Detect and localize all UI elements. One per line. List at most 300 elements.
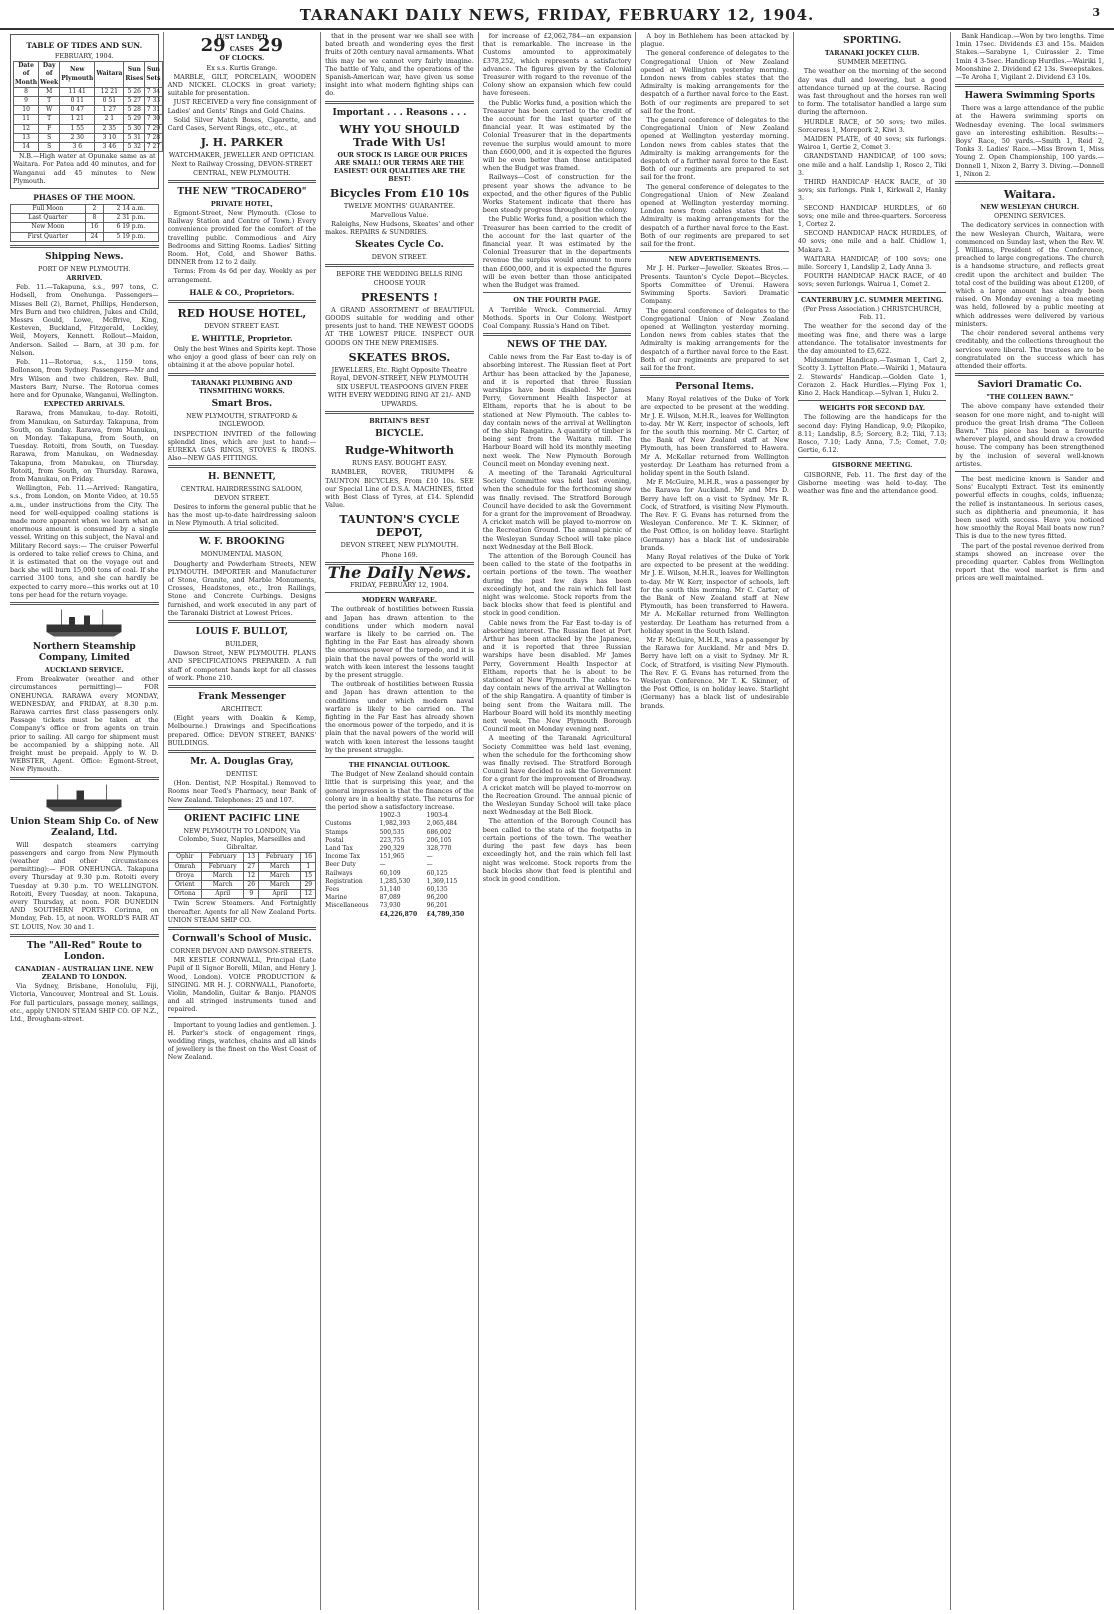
personal-text-2: Mr F. McGuire, M.H.R., was a passenger by the Rarawa for Auckland. Mr and Mrs D. Berry have left on a visit to Sydney. Mr R. Cock, of Stratford, is visiting New Plymouth. The Rev. F. G. Evans has returned from the Wesleyan Conference. Mr T. K. Skinner, of the Post Office, is on holiday leave. Starlight (Germany) has a black list of undesirable brands.	[640, 478, 789, 552]
waitara-text-2: The choir rendered several anthems very creditably, and the collections throughout the services were liberal. The trustees are to be congratulated on the success which has attended their efforts.	[955, 329, 1105, 370]
financial-row	[325, 886, 474, 894]
col7-cont-text: Bank Handicap.—Won by two lengths. Time 1min 17sec. Dividends £3 and 15s. Maiden Stakes.—Sarabyne 1, Cuirassier 2. Time 1min 4 3-5sec. Handicap Hurdles.—Wairiki 1, Moonshine 2. Dividend £2 13s. Sweepstakes.—Te Aroha 1, Vigilant 2. Dividend £3 10s.	[955, 32, 1105, 82]
financial-cell: —	[426, 853, 433, 861]
taunton-heading: TAUNTON'S CYCLE DEPOT,	[339, 513, 460, 540]
bethlehem-text-4: The general conference of delegates to the Congregational Union of New Zealand opened at Wellington yesterday morning. London news from cables states that the Admiralty is making arrangements for the despatch of a further naval force to the East. Both of our regiments are prepared to set sail for the front.	[640, 182, 789, 249]
tides-row	[14, 97, 163, 106]
bennett-name: H. BENNETT,	[207, 472, 276, 483]
financial-cell: Railways	[325, 869, 353, 877]
brooking-name: W. F. BROOKING	[199, 537, 285, 548]
messenger-sub: ARCHITECT.	[221, 704, 263, 713]
personal-text-4: Mr F. McGuire, M.H.R., was a passenger by the Rarawa for Auckland. Mr and Mrs D. Berry have left on a visit to Sydney. Mr R. Cock, of Stratford, is visiting New Plymouth. The Rev. F. G. Evans has returned from the Wesleyan Conference. Mr T. K. Skinner, of the Post Office, is on holiday leave. Starlight (Germany) has a black list of undesirable brands.	[640, 636, 789, 710]
financial-cell: Postal	[325, 836, 344, 844]
bethlehem-text-3: The general conference of delegates to the Congregational Union of New Zealand opened at Wellington yesterday morning. London news from cables states that the Admiralty is making arrangements for the despatch of a further naval force to the East. Both of our regiments are prepared to set sail for the front.	[640, 116, 789, 182]
fin-year-1: 1902-3	[379, 812, 401, 820]
bicycles-text: Raleighs, New Hudsons, Skeates' and other makes. REPAIRS & SUNDRIES.	[325, 219, 474, 237]
moon-row	[11, 232, 159, 241]
steamship-icon-2	[24, 783, 144, 813]
orient-cell: Orient	[168, 881, 201, 890]
col4-article-text: the Public Works fund, a position which the Treasurer has been carried to the credit of the account for the last quarter of the financial year. It was estimated by the Colonial Treasurer that in the departments revenue the surplus would amount to more than £600,000, and it is expected the figures will be even better than those anticipated when the Budget was framed.	[482, 98, 632, 173]
silver-text: Solid Silver Match Boxes, Cigarette, and Card Cases, Servent Rings, etc., etc., at	[167, 115, 317, 133]
moon-cell: 5 19 p.m.	[104, 232, 158, 241]
jockey-club-title: TARANAKI JOCKEY CLUB.	[824, 49, 920, 57]
fourth-page-items: A Terrible Wreck. Commercial. Army Methods. Sports in Our Colony. Westport Coal Company. Russia's Hand on Tibet.	[482, 305, 632, 330]
financial-row	[325, 861, 474, 869]
cornwall-title: Cornwall's School of Music.	[172, 934, 312, 945]
tides-cell: 5 30	[124, 124, 145, 133]
column-2	[164, 32, 322, 1610]
gisborne-text: GISBORNE, Feb. 11. The first day of the Gisborne meeting was held to-day. The weather was fine and the attendance good.	[797, 470, 947, 495]
northern-sub: AUCKLAND SERVICE.	[44, 665, 124, 674]
col4-loan-text: Railways—Cost of construction for the present year shows the advance to be expected, and the other figures of the Public Works Statement indicate that there has been steady progress throughout the colony.	[482, 173, 632, 215]
fin-year-2: 1903-4	[426, 812, 448, 820]
tides-cell: 3 6	[60, 143, 95, 152]
orient-cell: March	[259, 881, 301, 890]
bicycle-label: BICYCLE.	[375, 429, 424, 440]
financial-cell: 60,109	[379, 869, 401, 877]
taunton-phone: Phone 169.	[381, 550, 418, 559]
orient-cell: February	[202, 862, 244, 871]
skeates-bros: SKEATES BROS.	[348, 350, 451, 364]
financial-cell: 686,002	[426, 828, 452, 836]
news-text-2: A meeting of the Taranaki Agricultural Society Committee was held last evening, when the schedule for the forthcoming show was finally revised. The Stratford Borough Council have decided to ask the Government for a grant for the improvement of Broadway. A cricket match will be played to-morrow on the Recreation Ground. The annual picnic of the Wesleyan Sunday School will take place next Wednesday at the Bell Block.	[482, 468, 632, 551]
orient-cell: March	[259, 871, 301, 880]
bethlehem-text-5: The general conference of delegates to the Congregational Union of New Zealand opened at Wellington yesterday morning. London news from cables states that the Admiralty is making arrangements for the despatch of a further naval force to the East. Both of our regiments are prepared to set sail for the front.	[640, 306, 789, 372]
race-result: MAIDEN PLATE, of 40 sovs; six furlongs. Wairoa 1, Gertie 2, Comet 3.	[797, 135, 947, 152]
tides-cell: 8	[14, 87, 39, 96]
whittle-name: E. WHITTLE, Proprietor.	[191, 334, 293, 344]
britains-best: BRITAIN'S BEST	[369, 416, 430, 425]
tides-cell: M	[39, 87, 60, 96]
waitara-sub: NEW WESLEYAN CHURCH.	[980, 203, 1080, 212]
orient-table	[168, 852, 317, 899]
of-clocks: OF CLOCKS.	[219, 54, 265, 63]
tides-cell: 7 30	[146, 115, 161, 123]
bethlehem-text-2: The general conference of delegates to the Congregational Union of New Zealand opened at Wellington yesterday morning. London news from cables states that the Admiralty is making arrangements for the despatch of a further naval force to the East. Both of our regiments are prepared to set sail for the front.	[640, 49, 789, 115]
moon-cell: 6 19 p.m.	[104, 223, 158, 232]
moon-row	[11, 205, 159, 214]
moon-cell: 8	[85, 214, 103, 223]
news-text-6: The attention of the Borough Council has been called to the state of the footpaths in certain portions of the town. The weather during the past few days has been exceedingly hot, and the rain which fell last night was welcome. Stock reports from the back blocks show that feed is plentiful and stock in good condition.	[482, 817, 632, 883]
financial-cell: Land Tax	[325, 845, 353, 853]
financial-cell: 223,755	[379, 836, 405, 844]
financial-row	[325, 829, 474, 837]
tides-cell: 7 31	[146, 106, 161, 114]
personal-items-title: Personal Items.	[675, 382, 754, 393]
col4-article-text-2: the Public Works fund, a position which the Treasurer has been carried to the credit of the account for the last quarter of the financial year. It was estimated by the Colonial Treasurer that in the departments revenue the surplus would amount to more than £600,000, and it is expected the figures will be even better than those anticipated when the Budget was framed.	[482, 215, 632, 290]
summer-meeting: SUMMER MEETING.	[837, 58, 907, 67]
column-3	[321, 32, 479, 1610]
trocadero-sub: PRIVATE HOTEL,	[210, 199, 273, 208]
orient-cell: February	[259, 853, 301, 862]
tides-cell: 5 32	[124, 143, 145, 152]
parker-2-text: Important to young ladies and gentlemen. J. H. Parker's stock of engagement rings, wedding rings, watches, chains and all kinds of jewellery is the finest on the West Coast of New Zealand.	[167, 1020, 317, 1062]
financial-cell: 87,089	[379, 894, 401, 902]
orient-cell: 13	[244, 853, 259, 862]
col3-cont-text: that in the present war we shall see with bated breath and wondering eyes the first fruits of 20th century naval armaments. What this may be we cannot very fairly imagine. The battle of Yalu, and the operations of the Spanish-American war, have given us some insight into what modern fighting ships can do.	[325, 32, 474, 98]
hale-proprietors: HALE & CO., Proprietors.	[189, 287, 295, 297]
bethlehem-text: A boy in Bethlehem has been attacked by plague.	[640, 32, 789, 49]
important-heading: Important . . . Reasons . . .	[332, 107, 467, 118]
moon-title: PHASES OF THE MOON.	[33, 193, 136, 203]
tides-cell: 7 27	[146, 143, 161, 151]
financial-row	[325, 902, 474, 910]
column-4	[479, 32, 637, 1610]
orient-cell: Omrah	[168, 862, 201, 871]
tides-row	[14, 133, 163, 142]
orient-title: ORIENT PACIFIC LINE	[184, 813, 300, 824]
financial-cell: 1,982,393	[379, 820, 411, 828]
just-landed: JUST LANDED	[216, 33, 268, 41]
news-text-4: Cable news from the Far East to-day is of absorbing interest. The Russian fleet at Port Arthur has been attacked by the Japanese, and it is reported that three Russian warships have been disabled. Mr James Perry, Government Health Inspector at Eltham, reports that he is about to be stationed at New Plymouth. The cables to-day contain news of the arrival at Wellington of the ship Rangatira. A quantity of timber is being sent from the Waitara mill. The Harbour Board will hold its monthly meeting next week. The New Plymouth Borough Council meet on Monday evening next.	[482, 618, 632, 734]
page-columns	[6, 32, 1108, 1610]
brooking-text: Dougherty and Powderham Streets, NEW PLYMOUTH. IMPORTER and Manufacturer of Stone, Granite, and Marble Monuments, Crosses, Headstones, etc., Iron Railings, Stone and Concrete Curbings. Designs furnished, and work executed in any part of the Taranaki District at Lowest Prices.	[167, 559, 317, 617]
tides-header-cell: Date of Month	[15, 62, 38, 86]
orient-cell: 15	[301, 871, 316, 880]
moon-cell: 2 14 a.m.	[104, 205, 158, 214]
tides-cell: 14	[14, 143, 39, 152]
marble-text: MARBLE, GILT, PORCELAIN, WOODEN AND NICKEL CLOCKS in great variety; suitable for presentation.	[167, 72, 317, 98]
moon-cell: 24	[85, 232, 103, 241]
tides-cell: W	[39, 106, 60, 115]
financial-cell: —	[426, 861, 433, 869]
tides-cell: 2 30	[60, 133, 95, 142]
financial-cell: 51,140	[379, 886, 401, 894]
smart-text: INSPECTION INVITED of the following splendid lines, which are just to hand:— EUREKA GAS RINGS, STOVES & IRONS. Also—NEW GAS FITTINGS.	[167, 429, 317, 463]
saviori-title: Saviori Dramatic Co.	[977, 380, 1082, 391]
canterbury-races: Midsummer Handicap.—Tasman 1, Carl 2, Scotty 3. Lyttelton Plate.—Wairiki 1, Mataura 2. Stewards' Handicap.—Golden Gate 1, Corazon 2. Hack Hurdles.—Flying Fox 1, Kino 2. Hack Handicap.—Sylvan 1, Huku 2.	[797, 356, 947, 397]
column-1	[6, 32, 164, 1610]
parker-sub: WATCHMAKER, JEWELLER AND OPTICIAN.	[168, 151, 315, 160]
skeates-text: SIX USEFUL TEASPOONS GIVEN FREE WITH EVERY WEDDING RING AT 21/- AND UPWARDS.	[327, 383, 471, 408]
canterbury-sub: (Per Press Association.) CHRISTCHURCH, Feb. 11.	[803, 304, 942, 322]
whittle-text: Only the best Wines and Spirits kept. Those who enjoy a good glass of beer can rely on obtaining it at the above popular hotel.	[167, 345, 317, 370]
masthead	[0, 0, 1114, 30]
orient-cell: April	[202, 890, 244, 899]
moon-cell: 2 31 p.m.	[104, 214, 158, 223]
moon-cell: 2	[85, 205, 103, 214]
orient-cell: 12	[301, 890, 316, 899]
allred-sub: CANADIAN - AUSTRALIAN LINE. NEW ZEALAND TO LONDON.	[15, 964, 154, 982]
bennett-sub: CENTRAL HAIRDRESSING SALOON, DEVON STREET.	[180, 485, 303, 502]
cases-label: CASES	[229, 45, 254, 54]
financial-cell: 1,285,530	[379, 877, 411, 885]
financial-cell: —	[379, 861, 386, 869]
moon-cell: First Quarter	[11, 232, 86, 241]
moon-cell: 16	[85, 223, 103, 232]
moon-cell: Full Moon	[11, 205, 86, 214]
trade-text: OUR STOCK IS LARGE OUR PRICES ARE SMALL! OUR TERMS ARE THE EASIEST! OUR QUALITIES ARE THE BEST!	[333, 150, 468, 184]
just-received-text: JUST RECEIVED a very fine consignment of Ladies' and Gents' Rings and Gold Chains.	[167, 98, 317, 115]
tides-cell: 11	[14, 115, 39, 124]
canterbury-title: CANTERBURY J.C. SUMMER MEETING.	[800, 295, 944, 304]
financial-row	[325, 853, 474, 861]
financial-row	[325, 878, 474, 886]
tides-note: N.B.—High water at Opunake same as at Waitara. For Patea add 40 minutes, and for Wanganui add 45 minutes to New Plymouth.	[13, 152, 156, 185]
tides-row	[14, 106, 163, 115]
financial-cell: 206,105	[426, 836, 452, 844]
financial-cell: 500,535	[379, 828, 405, 836]
moon-row	[11, 214, 159, 223]
modern-warfare-title: MODERN WARFARE.	[361, 596, 437, 605]
trocadero-name: THE NEW "TROCADERO"	[177, 186, 307, 197]
union-text: Will despatch steamers carrying passengers and cargo from New Plymouth (weather and other circumstances permitting):— FOR ONEHUNGA. Takapuna every Thursday at 9.30 p.m. Rotoiti every Tuesday at 9.30 p.m. TO WELLINGTON. Rotoiti, Every Tuesday, at noon. Takapuna, every Thursday, at noon. FOR DUNEDIN AND SOUTHERN PORTS. Corinna, on Monday, Feb. 15, at noon. WORLD'S FAIR AT ST. LOUIS, Nov. 30 and 1.	[10, 840, 159, 931]
orient-cell: 16	[301, 853, 316, 862]
tides-cell: 10	[14, 106, 39, 115]
tides-cell: T	[39, 97, 60, 106]
race-result: SECOND HANDICAP HACK HURDLES, of 40 sovs; one mile and a half. Chidlow 1, Makara 2.	[797, 229, 947, 254]
column-7	[951, 32, 1108, 1610]
newspaper-title: TARANAKI DAILY NEWS, FRIDAY, FEBRUARY 12, 1904.	[299, 6, 815, 24]
rudge-sub: RUNS EASY. BOUGHT EASY.	[352, 459, 447, 468]
race-result: SECOND HANDICAP HURDLES, of 60 sovs; one mile and three-quarters. Sorceress 1, Cortez 2.	[797, 203, 947, 229]
tides-table	[13, 61, 163, 152]
ex-ship: Ex s.s. Kurtis Grange.	[206, 63, 278, 72]
hawera-text: There was a large attendance of the public at the Hawera swimming sports on Wednesday evening. The local swimmers gave an interesting exhibition. Results:— Boys' Race, 50 yards.—Smith 1, Reid 2, Tonks 3. Ladies' Race.—Miss Brown 1, Miss Young 2. Open Championship, 100 yards.—Donnell 1, Nixon 2, Barry 3. Diving.—Donnell 1, Nixon 2.	[955, 104, 1105, 178]
shipping-text: Feb. 11.—Takapuna, s.s., 997 tons, C. Hodsell, from Onehunga. Passengers—Misses Bell (2), Barnet, Phillips, Henderson, Mrs Burn and two children, Jukes and Child, Messrs Gould, Lowe, McBrive, King, Kesteven, Buckland, Fitzgerald, Lockley, Weil, Moyers, Kennett. Rollout—Maidon, Anderson. Sailed — Barn, at 30 p.m. for Nelson.	[10, 283, 159, 357]
tides-cell: T	[39, 115, 60, 124]
fin-total-2: £4,789,350	[426, 910, 465, 918]
presents-pre: BEFORE THE WEDDING BELLS RING CHOOSE YOUR	[336, 270, 463, 287]
allred-text: Via Sydney, Brisbane, Honolulu, Fiji, Victoria, Vancouver, Montreal and St. Louis. For full particulars, passage money, sailings, etc., apply UNION STEAM SHIP CO. OF N.Z., Ltd., Brougham-street.	[10, 982, 159, 1024]
personal-text-1: Many Royal relatives of the Duke of York are expected to be present at the wedding. Mr J. E. Wilson, M.H.R., leaves for Wellington to-day. Mr W. Kerr, inspector of schools, left for the south this morning. Mr C. Carter, of the Bank of New Zealand staff at New Plymouth, has been transferred to Hawera. Mr A. McKellar returned from Wellington yesterday. Dr Leatham has returned from a holiday spent in the South Island.	[640, 395, 789, 477]
fin-total-1: £4,226,870	[379, 910, 418, 918]
bullot-name: LOUIS F. BULLOT,	[195, 626, 289, 637]
orient-row	[168, 871, 316, 880]
parker-addr: Next to Railway Crossing, DEVON-STREET CENTRAL, NEW PLYMOUTH.	[171, 160, 313, 177]
taunton-addr: DEVON STREET, NEW PLYMOUTH.	[340, 541, 459, 550]
orient-cell: 12	[244, 871, 259, 880]
orient-row	[168, 853, 316, 862]
tides-cell: 5 26	[124, 87, 145, 96]
col4-cont-text: for increase of £2,062,784—an expansion that is remarkable. The increase in the Customs amounted to approximately £378,252, which represents a satisfactory advance. The figures given by the Colonial Treasurer with regard to the revenue of the Colony show an expansion which few could have foreseen.	[482, 32, 632, 98]
moon-cell: New Moon	[11, 223, 86, 232]
tides-cell: 12	[14, 124, 39, 133]
modern-warfare-text: The outbreak of hostilities between Russia and Japan has drawn attention to the conditions under which modern naval warfare is likely to be carried on. The fighting in the Far East has already shown the enormous power of the torpedo, and it is plain that the naval powers of the world will watch with keen interest the lessons taught by the present struggle.	[325, 605, 474, 679]
news-of-day-title: NEWS OF THE DAY.	[506, 340, 608, 351]
financial-row	[325, 837, 474, 845]
steamship-icon	[24, 608, 144, 638]
tides-cell: 5 27	[124, 97, 145, 106]
orient-cell: April	[259, 890, 301, 899]
coal-text: Wellington, Feb. 11.—Arrived: Rangatira, s.s., from London, on Monte Video, at 10.55 a.m., under instructions from the City. The need for well-equipped coaling stations is made more apparent when we learn what an enormous amount is consumed by a single vessel. Writing on this subject, the Naval and Military Record says:— The cruiser Powerful is ordered to take relief crews to China, and it is estimated that on the voyage out and back she will burn 15,000 tons of coal. If she carried 3100 tons, and she can hardly be expected to carry more—this works out at 10 tons per head for the return voyage.	[10, 484, 159, 599]
tides-cell: S	[39, 133, 60, 142]
tides-cell: 0 47	[60, 106, 95, 115]
tides-cell: 1 21	[60, 115, 95, 124]
tides-month: FEBRUARY, 1904.	[54, 52, 114, 60]
financial-table	[325, 812, 474, 919]
gisborne-title: GISBORNE MEETING.	[832, 461, 913, 470]
redhouse-name: RED HOUSE HOTEL,	[177, 306, 307, 320]
financial-row	[325, 845, 474, 853]
financial-row	[325, 894, 474, 902]
financial-cell: 60,125	[426, 869, 448, 877]
daily-news-date: FRIDAY, FEBRUARY 12, 1904.	[350, 580, 449, 589]
saviori-text: The above company have extended their season for one more night, and to-night will produce the great Irish drama "The Colleen Bawn." This piece has been a favourite wherever played, and should draw a crowded house. The company has been strengthened by the inclusion of several well-known artistes.	[955, 402, 1105, 468]
presents-text: A GRAND ASSORTMENT of BEAUTIFUL GOODS suitable for wedding and other presents just to hand. THE NEWEST GOODS AT THE LOWEST PRICE. INSPECT OUR GOODS ON THE NEW PREMISES.	[325, 305, 474, 347]
financial-row	[325, 820, 474, 828]
tides-cell: 7 34	[146, 87, 161, 95]
race-result: WAITARA HANDICAP, of 100 sovs; one mile. Sorcery 1, Landslip 2, Lady Anna 3.	[797, 254, 947, 272]
race-result: HURDLE RACE, of 50 sovs; two miles. Sorceress 1, Morepork 2, Kiwi 3.	[797, 117, 947, 134]
financial-cell: 328,770	[426, 845, 452, 853]
trade-heading: WHY YOU SHOULD Trade With Us!	[339, 122, 460, 149]
news-text-5: A meeting of the Taranaki Agricultural Society Committee was held last evening, when the schedule for the forthcoming show was finally revised. The Stratford Borough Council have decided to ask the Government for a grant for the improvement of Broadway. A cricket match will be played to-morrow on the Recreation Ground. The annual picnic of the Wesleyan Sunday School will take place next Wednesday at the Bell Block.	[482, 734, 632, 817]
orient-cell: 26	[244, 881, 259, 890]
financial-cell: 1,369,115	[426, 877, 458, 885]
rudge-whitworth: Rudge-Whitworth	[345, 444, 454, 458]
modern-warfare-text-2: The outbreak of hostilities between Russia and Japan has drawn attention to the conditions under which modern naval warfare is likely to be carried on. The fighting in the Far East has already shown the enormous power of the torpedo, and it is plain that the naval powers of the world will watch with keen interest the lessons taught by the present struggle.	[325, 680, 474, 754]
orient-row	[168, 862, 316, 871]
tides-cell: 12 21	[95, 87, 124, 96]
cornwall-text: MR KESTLE CORNWALL, Principal (Late Pupil of Il Signor Borelli, Milan, and Henry J. Wood, London). VOICE PRODUCTION & SINGING. MR H. J. CORNWALL, Pianoforte, Violin, Mandolin, Guitar & Banjo. PIANOS and all stringed instruments tuned and repaired.	[167, 956, 317, 1014]
tides-row	[14, 115, 163, 124]
tides-cell: 9	[14, 97, 39, 106]
financial-cell: Registration	[325, 877, 363, 885]
skeates-sub: JEWELLERS, Etc. Right Opposite Theatre Royal, DEVON-STREET, NEW PLYMOUTH	[330, 365, 469, 383]
northern-title: Northern Steamship Company, Limited	[32, 641, 136, 663]
tides-cell: 7 28	[146, 133, 161, 141]
tides-title: TABLE OF TIDES AND SUN.	[26, 41, 143, 50]
tides-cell: 1 55	[60, 124, 95, 133]
new-adverts-text: Mr J. H. Parker—Jeweller. Skeates Bros.—Presents. Taunton's Cycle Depot—Bicycles. Sports Committee of Urenui. Hawera Swimming Sports. Saviori Dramatic Company.	[640, 264, 789, 306]
tides-cell: 3 10	[95, 133, 124, 142]
tides-cell: 2 1	[95, 115, 124, 124]
orient-cell: 29	[301, 881, 316, 890]
tides-header-cell: Waitara	[95, 62, 124, 88]
presents-heading: PRESENTS !	[360, 290, 438, 304]
bullot-text: Dawson Street, NEW PLYMOUTH. PLANS AND SPECIFICATIONS PREPARED. A full staff of competent hands kept for all classes of work. Phone 210.	[167, 649, 317, 682]
skeates-cycle-addr: DEVON STREET.	[371, 253, 428, 262]
tides-cell: 1 27	[95, 106, 124, 115]
tides-row	[14, 143, 163, 152]
page-number: 3	[1092, 6, 1100, 19]
news-text-1: Cable news from the Far East to-day is of absorbing interest. The Russian fleet at Port Arthur has been attacked by the Japanese, and it is reported that three Russian warships have been disabled. Mr James Perry, Government Health Inspector at Eltham, reports that he is about to be stationed at New Plymouth. The cables to-day contain news of the arrival at Wellington of the ship Rangatira. A quantity of timber is being sent from the Waitara mill. The Harbour Board will hold its monthly meeting next week. The New Plymouth Borough Council meet on Monday evening next.	[482, 353, 632, 468]
orient-note: Twin Screw Steamers. And Fortnightly thereafter. Agents for all New Zealand Ports. UNION STEAM SHIP CO.	[167, 899, 317, 924]
financial-cell: Income Tax	[325, 853, 361, 861]
tides-cell: 11 41	[60, 87, 95, 96]
orient-cell: March	[259, 862, 301, 871]
tides-cell: 3 46	[95, 143, 124, 152]
daily-news-masthead: The Daily News.	[327, 562, 472, 582]
orient-cell: Oroya	[168, 871, 201, 880]
medicine-text: The best medicine known is Sander and Sons' Eucalypti Extract. Test its eminently powerful effects in coughs, colds, influenza; the relief is instantaneous. In serious cases, such as diphtheria and pneumonia, it has been used with success. Have you noticed how smoothly the Royal Mail boats now run? This is due to the new tyres fitted.	[955, 474, 1105, 541]
orient-cell: 27	[244, 862, 259, 871]
bicycles-sub: TWELVE MONTHS' GUARANTEE. Marvellous Value.	[343, 202, 456, 219]
financial-cell: 73,930	[379, 902, 401, 910]
race-result: GRANDSTAND HANDICAP, of 100 sovs; one mile and a half. Landslip 1, Rosco 2, Tiki 3.	[797, 152, 947, 177]
tides-cell: 7 33	[146, 97, 161, 105]
expected-text: Rarawa, from Manukau, to-day. Rotoiti, from Manukau, on Saturday. Takapuna, from South, on Sunday. Rarawa, from Manukau, on Monday. Takapuna, from South, on Tuesday. Rotoiti, from South, on Tuesday. Rarawa, from Manukau, on Wednesday. Takapuna, from Manukau, on Thursday. Rotoiti, from South, on Thursday. Rarawa, from Manukau, on Friday.	[10, 409, 159, 483]
tides-cell: 2 35	[95, 124, 124, 133]
shipping-title: Shipping News.	[45, 251, 124, 262]
bullot-sub: BUILDER,	[225, 639, 259, 648]
parker-name: J. H. PARKER	[200, 136, 284, 150]
financial-cell: 2,065,484	[426, 820, 458, 828]
hawera-swimming-title: Hawera Swimming Sports	[964, 91, 1095, 102]
financial-cell: 96,201	[426, 902, 448, 910]
orient-cell: March	[202, 871, 244, 880]
orient-cell: February	[202, 853, 244, 862]
race-result: FOURTH HANDICAP HACK RACE, of 40 sovs; seven furlongs. Wairua 1, Comet 2.	[797, 272, 947, 289]
gray-text: (Hon. Dentist, N.P. Hospital.) Removed to Rooms near Teed's Pharmacy, near Bank of New Zealand. Telephones: 25 and 107.	[167, 779, 317, 804]
shipping-text-2: Feb. 11—Rotorua, s.s., 1159 tons, Bollonson, from Sydney. Passengers—Mr and Mrs Wilson and two children, Rev. Bull, Masters Barr, Nurse. The Rotorua comes here and for Opunake, Wanganui, Wellington.	[10, 358, 159, 399]
northern-text: From Breakwater (weather and other circumstances permitting)— FOR ONEHUNGA. RARAWA every MONDAY, WEDNESDAY, and FRIDAY, at 8.30 p.m. Rarawa carries first class passengers only. Passage tickets must be taken at the Company's office or from agents on train prior to sailing. All cargo for shipment must be accompanied by a shipping note. All freight must be prepaid. Apply to W. D. WEBSTER, Agent. Office: Egmont-Street, New Plymouth.	[10, 675, 159, 774]
shipping-sub: PORT OF NEW PLYMOUTH.	[38, 264, 131, 273]
cases-number-right: 29	[258, 35, 284, 57]
messenger-name: Frank Messenger	[198, 691, 286, 702]
brooking-sub: MONUMENTAL MASON,	[200, 550, 284, 559]
financial-cell: 290,329	[379, 845, 405, 853]
moon-table	[10, 204, 159, 242]
tides-cell: 7 29	[146, 124, 161, 132]
financial-cell: Stamps	[325, 828, 348, 836]
sporting-text: The weather on the morning of the second day was dull and lowering, but a good attendance turned up at the course. Racing was fast throughout and the horses ran well to form. The totalisator handled a large sum during the afternoon.	[797, 67, 947, 117]
tides-header-cell: New Plymouth	[60, 62, 95, 88]
financial-cell: 60,135	[426, 886, 448, 894]
tides-cell: F	[39, 124, 60, 133]
tides-cell: 5 31	[124, 133, 145, 142]
gray-sub: DENTIST.	[225, 769, 258, 778]
tides-header-cell: Day of Week	[40, 62, 59, 86]
moon-cell: Last Quarter	[11, 214, 86, 223]
redhouse-addr: DEVON STREET EAST.	[204, 321, 280, 330]
orient-cell: Ophir	[168, 853, 201, 862]
smart-addr: NEW PLYMOUTH, STRATFORD & INGLEWOOD.	[186, 412, 298, 429]
trocadero-terms: Terms: From 4s 6d per day. Weekly as per arrangement.	[167, 267, 317, 284]
sporting-title: SPORTING.	[843, 36, 902, 46]
personal-text-3: Many Royal relatives of the Duke of York are expected to be present at the wedding. Mr J. E. Wilson, M.H.R., leaves for Wellington to-day. Mr W. Kerr, inspector of schools, left for the south this morning. Mr C. Carter, of the Bank of New Zealand staff at New Plymouth, has been transferred to Hawera. Mr A. McKellar returned from Wellington yesterday. Dr Leatham has returned from a holiday spent in the South Island.	[640, 552, 789, 635]
messenger-text: (Eight years with Doakin & Kemp, Melbourne.) Drawings and Specifications prepared. Office: DEVON STREET, BANKS' BUILDINGS.	[167, 714, 317, 747]
orient-sub: NEW PLYMOUTH TO LONDON, Via Colombo, Suez, Naples, Marseilles and Gibraltar.	[178, 826, 306, 852]
tides-row	[14, 124, 163, 133]
fourth-page-title: ON THE FOURTH PAGE.	[513, 296, 601, 305]
financial-title: THE FINANCIAL OUTLOOK.	[348, 760, 450, 769]
financial-cell: Miscellaneous	[325, 902, 369, 910]
allred-title: The "All-Red" Route to London.	[26, 940, 142, 962]
bicycles-heading: Bicycles From £10 10s	[329, 187, 469, 201]
tides-header-cell: Sun Rises	[124, 62, 145, 88]
new-adverts-title: NEW ADVERTISEMENTS.	[668, 255, 761, 264]
opening-services: OPENING SERVICES.	[993, 212, 1066, 221]
cornwall-sub: CORNER DEVON AND DAWSON-STREETS.	[170, 947, 314, 956]
financial-text: The Budget of New Zealand should contain little that is surprising this year, and the general impression is that the finances of the colony are in a healthy state. The returns for the period show a satisfactory increase.	[325, 770, 474, 811]
bennett-text: Desires to inform the general public that he has the most up-to-date hairdressing saloon in New Plymouth. A trial solicited.	[167, 502, 317, 528]
skeates-cycle: Skeates Cycle Co.	[355, 240, 444, 251]
smart-bros: Smart Bros.	[211, 399, 273, 410]
column-5	[636, 32, 794, 1610]
weights-text: The following are the handicaps for the second day: Flying Handicap, 9.0; Pikopiko, 8.11; Landslip, 8.5; Sorcery, 8.2; Tiki, 7.13; Rosco, 7.10; Lady Anna, 7.5; Comet, 7.0; Gertie, 6.12.	[797, 413, 947, 455]
arrived-label: ARRIVED.	[66, 274, 103, 283]
tides-cell: 5 28	[124, 106, 145, 115]
news-text-3: The attention of the Borough Council has been called to the state of the footpaths in certain portions of the town. The weather during the past few days has been exceedingly hot, and the rain which fell last night was welcome. Stock reports from the back blocks show that feed is plentiful and stock in good condition.	[482, 551, 632, 618]
orient-cell: 1	[301, 862, 316, 871]
tides-cell: 5 29	[124, 115, 145, 124]
orient-cell: 9	[244, 890, 259, 899]
orient-row	[168, 881, 316, 890]
trocadero-text: Egmont-Street, New Plymouth. (Close to Railway Station and Centre of Town.) Every convenience provided for the comfort of the travelling public. Commodious and Airy Bedrooms and Sitting Rooms. Ladies' Sitting Room. Hot, Cold, and Shower Baths. DINNER from 12 to 2 daily.	[167, 209, 317, 267]
expected-label: EXPECTED ARRIVALS.	[43, 400, 125, 409]
taranaki-plumbing: TARANAKI PLUMBING AND TINSMITHING WORKS.	[191, 378, 293, 395]
rudge-text: RAMBLER, ROVER, TRIUMPH & TAUNTON BICYCLES, From £10 10s. SEE our Special Line of D.S.A. MACHINES, fitted with Best Class of Tyres, at £14. Splendid Value.	[325, 468, 474, 510]
colleen-title: "THE COLLEEN BAWN."	[986, 393, 1074, 402]
financial-row	[325, 870, 474, 878]
races-list	[798, 118, 947, 289]
tides-header-cell: Sun Sets	[145, 62, 162, 88]
moon-row	[11, 223, 159, 232]
closing-text: The part of the postal revenue derived from stamps showed an increase over the preceding quarter. Cables from Wellington report that the wool market is firm and prices are well maintained.	[955, 541, 1105, 583]
tides-cell: 0 51	[95, 97, 124, 106]
